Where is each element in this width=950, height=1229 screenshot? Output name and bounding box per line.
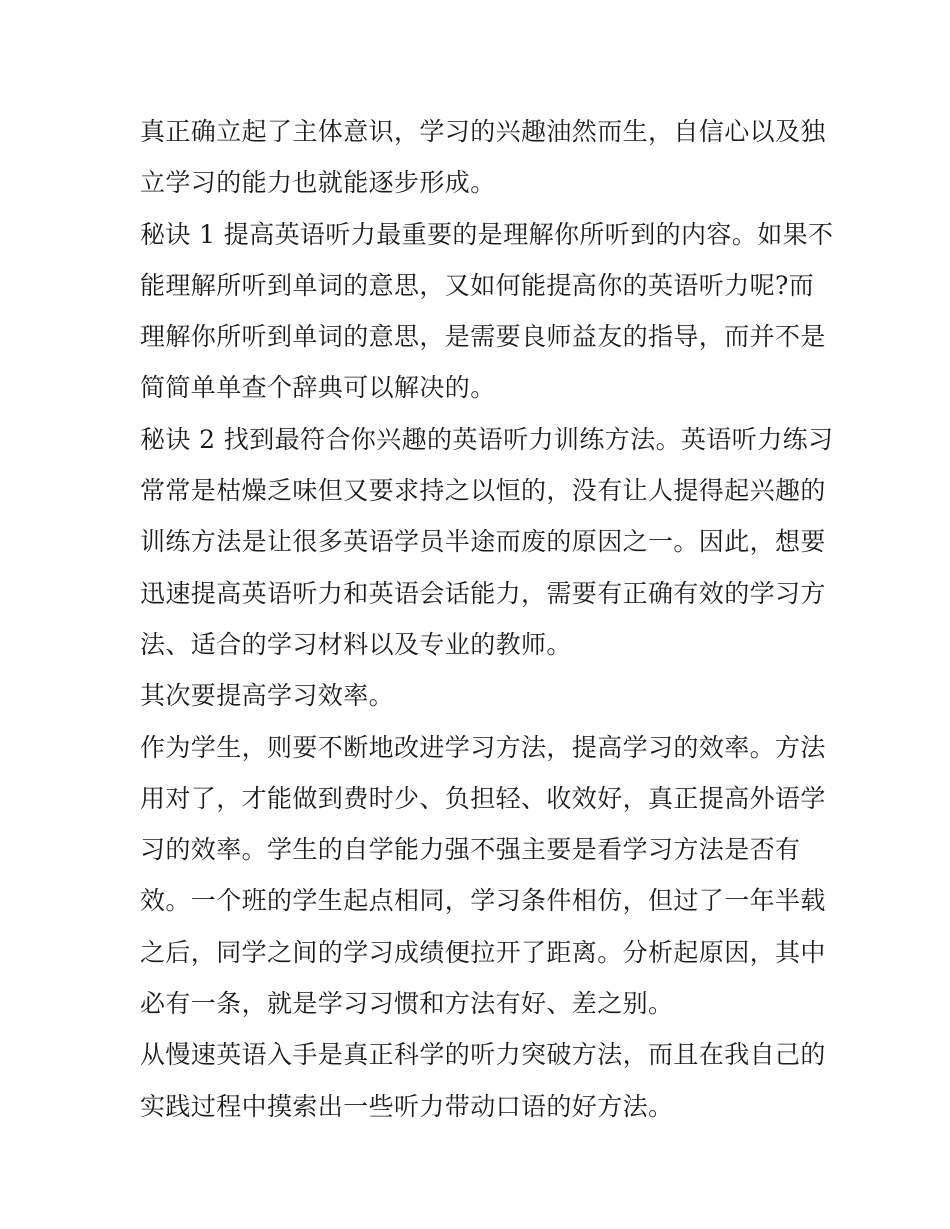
text-line: 真正确立起了主体意识，学习的兴趣油然而生，自信心以及独 [140, 117, 826, 146]
text-line: 之后，同学之间的学习成绩便拉开了距离。分析起原因，其中 [140, 937, 826, 967]
text-line: 秘诀 2 找到最符合你兴趣的英语听力训练方法。英语听力练习 [140, 424, 834, 454]
text-line: 习的效率。学生的自学能力强不强主要是看学习方法是否有 [140, 835, 801, 865]
text-line: 理解你所听到单词的意思，是需要良师益友的指导，而并不是 [140, 322, 826, 352]
text-line: 作为学生，则要不断地改进学习方法，提高学习的效率。方法 [140, 732, 826, 762]
text-line: 秘诀 1 提高英语听力最重要的是理解你所听到的内容。如果不 [140, 219, 834, 249]
text-line: 效。一个班的学生起点相同，学习条件相仿，但过了一年半载 [140, 886, 826, 916]
text-line: 简简单单查个辞典可以解决的。 [140, 373, 496, 403]
text-line: 从慢速英语入手是真正科学的听力突破方法，而且在我自己的 [140, 1040, 826, 1070]
text-line: 立学习的能力也就能逐步形成。 [140, 168, 496, 198]
text-line: 必有一条，就是学习习惯和方法有好、差之别。 [140, 989, 674, 1019]
text-line: 迅速提高英语听力和英语会话能力，需要有正确有效的学习方 [140, 578, 826, 608]
text-line: 实践过程中摸索出一些听力带动口语的好方法。 [140, 1091, 674, 1121]
text-line: 法、适合的学习材料以及专业的教师。 [140, 629, 572, 659]
text-line: 其次要提高学习效率。 [140, 681, 395, 711]
text-line: 训练方法是让很多英语学员半途而废的原因之一。因此，想要 [140, 527, 826, 557]
text-line: 能理解所听到单词的意思，又如何能提高你的英语听力呢?而 [140, 270, 815, 300]
text-line: 常常是枯燥乏味但又要求持之以恒的，没有让人提得起兴趣的 [140, 476, 826, 506]
text-line: 用对了，才能做到费时少、负担轻、收效好，真正提高外语学 [140, 783, 826, 813]
document-body [140, 106, 834, 1132]
